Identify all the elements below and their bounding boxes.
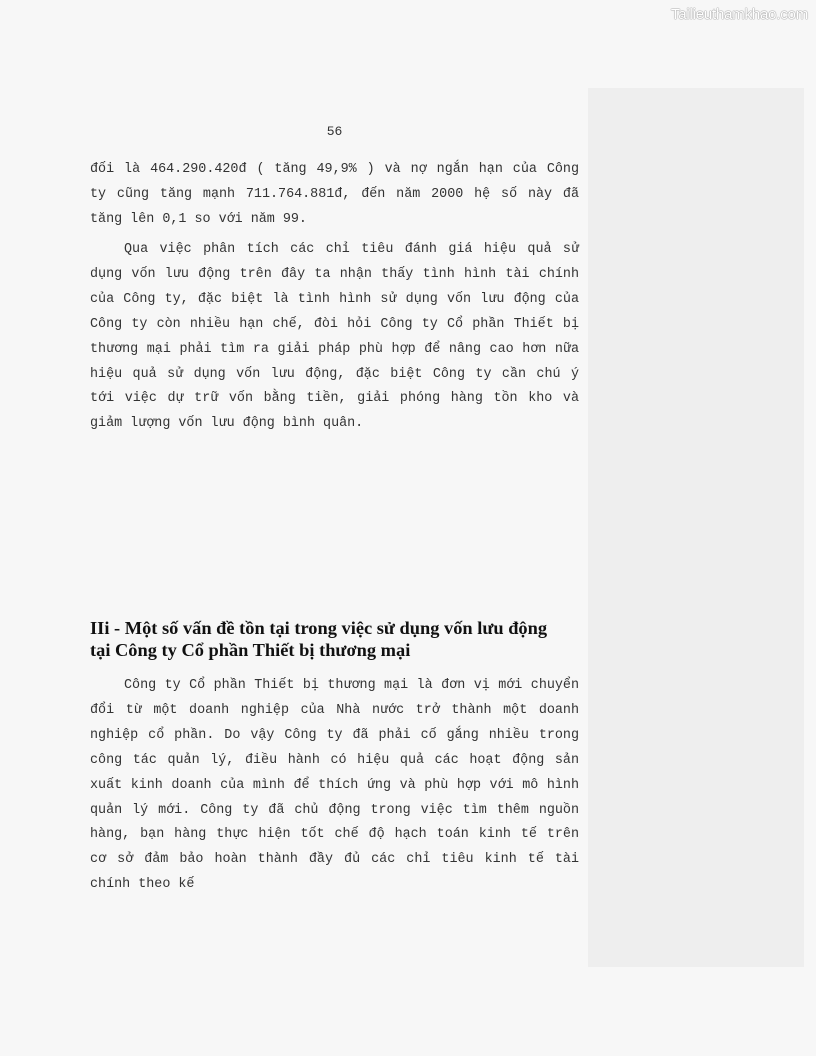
- side-panel: [588, 88, 804, 967]
- paragraph-analysis-summary: Qua việc phân tích các chỉ tiêu đánh giá hiệu quả sử dụng vốn lưu động trên đây ta nhận thấy tình hình tài chính của Công ty, đặc biệt là tình hình sử dụng vốn lưu động của Công ty còn nhiều hạn chế, đòi hỏi Công ty Cổ phần Thiết bị thương mại phải tìm ra giải pháp phù hợp để nâng cao hơn nữa hiệu quả sử dụng vốn lưu động, đặc biệt Công ty cần chú ý tới việc dự trữ vốn bằng tiền, giải phóng hàng tồn kho và giảm lượng vốn lưu động bình quân.: [90, 242, 579, 432]
- page-number: 56: [326, 124, 343, 139]
- site-watermark: Tailieuthamkhao.com: [670, 6, 808, 23]
- section-heading: IIi - Một số vấn đề tồn tại trong việc sử dụng vốn lưu động tại Công ty Cổ phần Thiết bị thương mại: [90, 618, 548, 660]
- paragraph-continued: đối là 464.290.420đ ( tăng 49,9% ) và nợ ngắn hạn của Công ty cũng tăng mạnh 711.764.881đ, đến năm 2000 hệ số này đã tăng lên 0,1 so với năm 99.: [90, 162, 579, 227]
- paragraph-company-overview: Công ty Cổ phần Thiết bị thương mại là đơn vị mới chuyển đổi từ một doanh nghiệp của Nhà nước trở thành một doanh nghiệp cổ phần. Do vậy Công ty đã phải cố gắng nhiều trong công tác quản lý, điều hành có hiệu quả các hoạt động sản xuất kinh doanh của mình để thích ứng và phù hợp với mô hình quản lý mới. Công ty đã chủ động trong việc tìm thêm nguồn hàng, bạn hàng thực hiện tốt chế độ hạch toán kinh tế trên cơ sở đảm bảo hoàn thành đầy đủ các chỉ tiêu kinh tế tài chính theo kế: [90, 678, 579, 893]
